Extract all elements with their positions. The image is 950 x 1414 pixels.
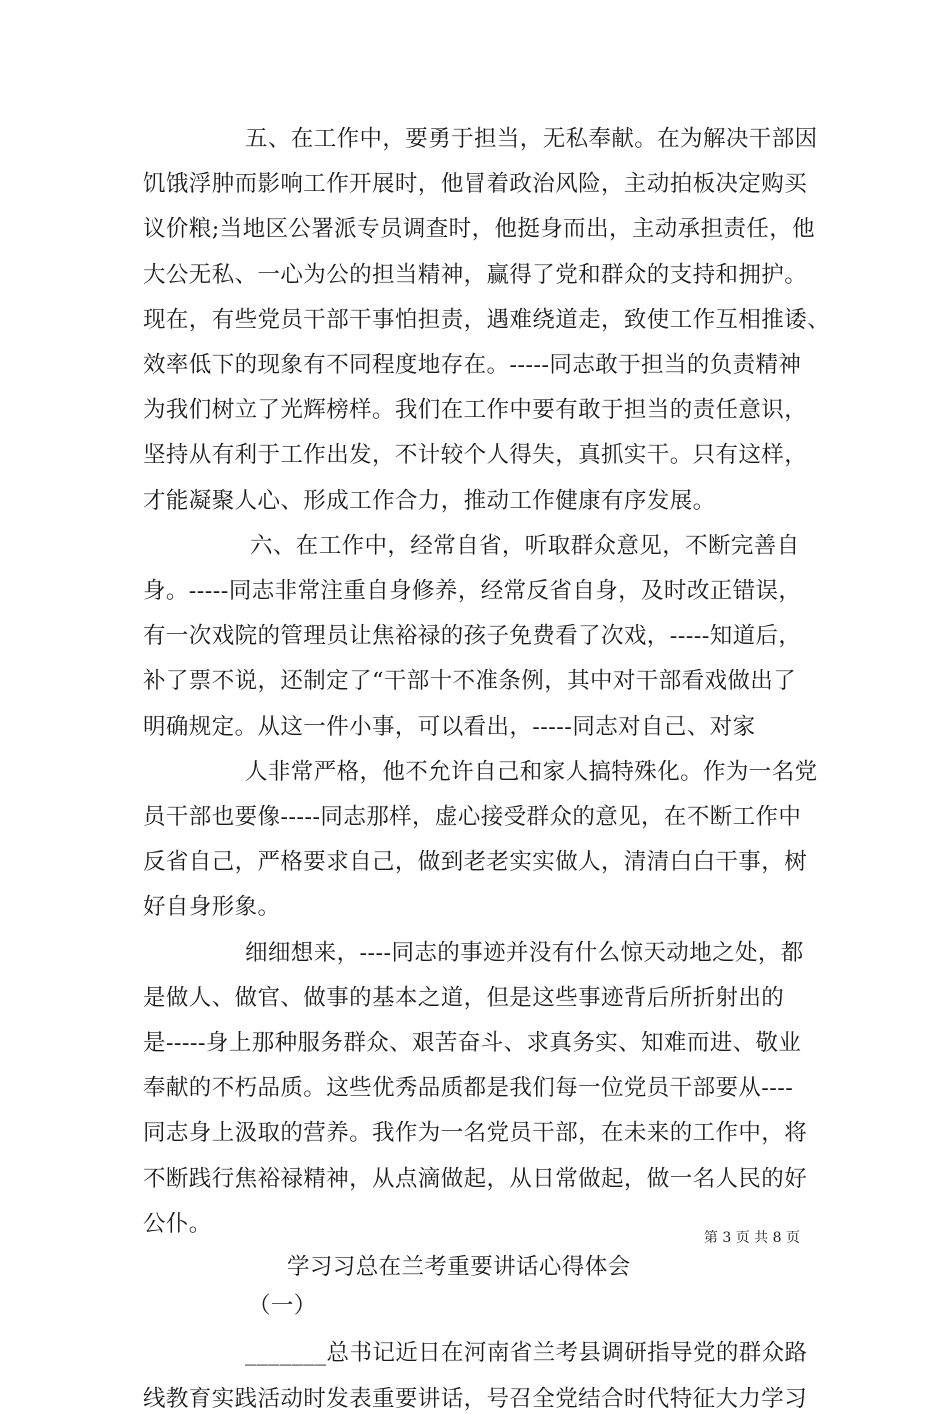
text-line: 现在，有些党员干部干事怕担责，遇难绕道走，致使工作互相推诿、	[143, 307, 831, 333]
text-line: 是-----身上那种服务群众、艰苦奋斗、求真务实、知难而进、敬业	[143, 1030, 802, 1056]
text-line: 明确规定。从这一件小事，可以看出，-----同志对自己、对家	[143, 714, 756, 740]
text-line: 奉献的不朽品质。这些优秀品质都是我们每一位党员干部要从----	[143, 1075, 794, 1101]
text-line: 为我们树立了光辉榜样。我们在工作中要有敢于担当的责任意识，	[143, 397, 808, 423]
text-line: 同志身上汲取的营养。我作为一名党员干部，在未来的工作中，将	[143, 1120, 808, 1146]
text-line: 线教育实践活动时发表重要讲话，号召全党结合时代特征大力学习	[143, 1386, 808, 1412]
text-line: 饥饿浮肿而影响工作开展时，他冒着政治风险，主动拍板决定购买	[143, 171, 808, 197]
text-line: 议价粮;当地区公署派专员调查时，他挺身而出，主动承担责任，他	[143, 216, 816, 242]
text-line: 员干部也要像-----同志那样，虚心接受群众的意见，在不断工作中	[143, 804, 802, 830]
text-line: 是做人、做官、做事的基本之道，但是这些事迹背后所折射出的	[143, 985, 785, 1011]
text-line: 大公无私、一心为公的担当精神，赢得了党和群众的支持和拥护。	[143, 262, 808, 288]
section-title: 学习习总在兰考重要讲话心得体会	[287, 1254, 631, 1280]
text-line: 公仆。	[143, 1211, 212, 1237]
text-line: 反省自己，严格要求自己，做到老老实实做人，清清白白干事，树	[143, 849, 808, 875]
text-line: 五、在工作中，要勇于担当，无私奉献。在为解决干部因	[245, 126, 818, 152]
text-line: 不断践行焦裕禄精神，从点滴做起，从日常做起，做一名人民的好	[143, 1166, 808, 1192]
text-line: 补了票不说，还制定了“干部十不准条例，其中对干部看戏做出了	[143, 668, 797, 694]
text-line: 人非常严格，他不允许自己和家人搞特殊化。作为一名党	[245, 759, 818, 785]
text-line: _______总书记近日在河南省兰考县调研指导党的群众路	[245, 1340, 808, 1366]
text-line: 坚持从有利于工作出发，不计较个人得失，真抓实干。只有这样，	[143, 442, 808, 468]
text-line: 身。-----同志非常注重自身修养，经常反省自身，及时改正错误，	[143, 578, 802, 604]
text-line: 六、在工作中，经常自省，听取群众意见，不断完善自	[250, 533, 800, 559]
text-line: 好自身形象。	[143, 894, 281, 920]
page-number: 第 3 页 共 8 页	[703, 1230, 800, 1246]
text-line: 效率低下的现象有不同程度地存在。-----同志敢于担当的负责精神	[143, 352, 802, 378]
text-line: 才能凝聚人心、形成工作合力，推动工作健康有序发展。	[143, 488, 716, 514]
text-line: 有一次戏院的管理员让焦裕禄的孩子免费看了次戏，-----知道后，	[143, 623, 802, 649]
text-line: 细细想来，----同志的事迹并没有什么惊天动地之处，都	[245, 940, 804, 966]
section-number: （一）	[248, 1293, 317, 1319]
